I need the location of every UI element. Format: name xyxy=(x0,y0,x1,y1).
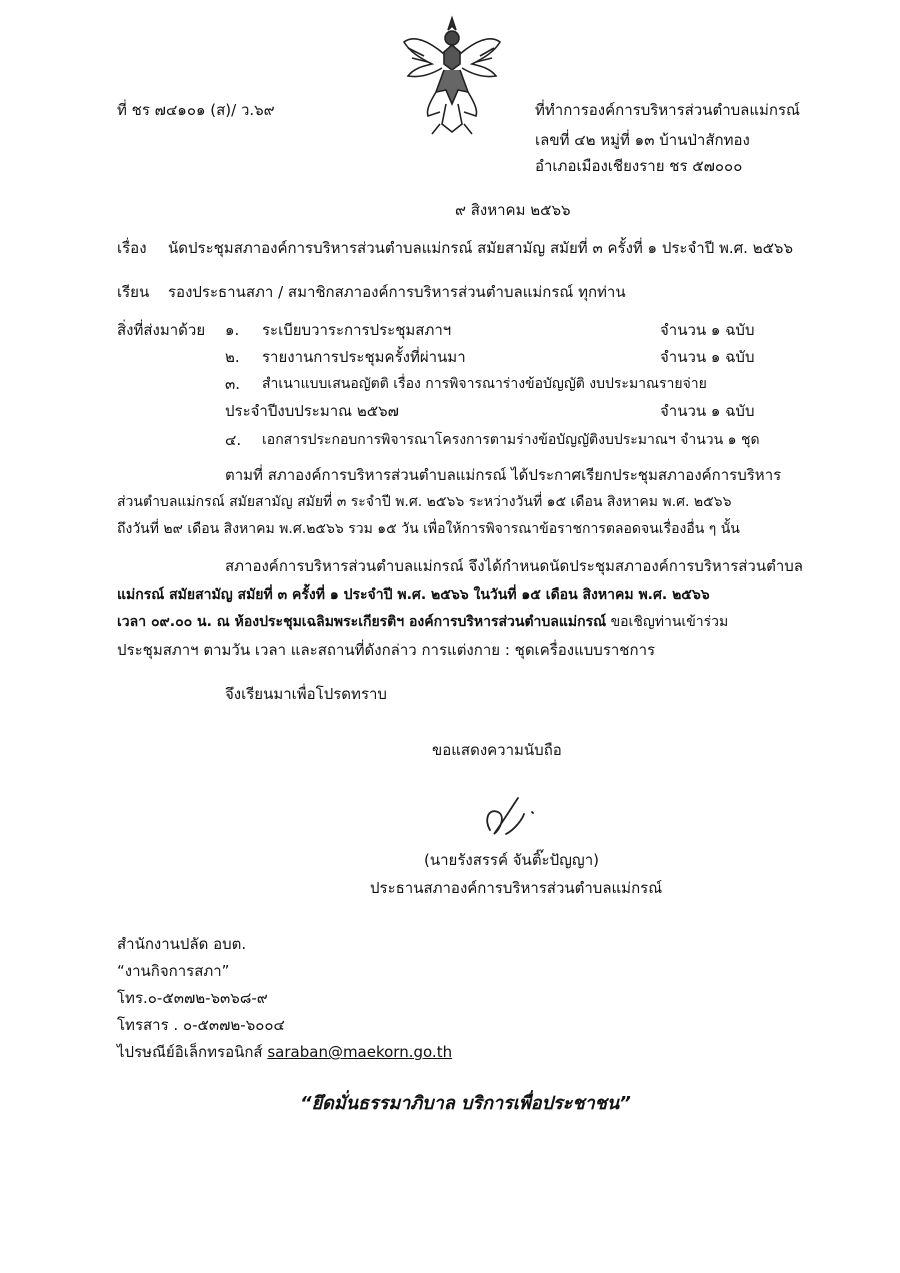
signer-name: (นายรังสรรค์ จันติ๊ะปัญญา) xyxy=(424,851,599,869)
enclosure-quantity: จำนวน ๑ ฉบับ xyxy=(660,348,755,366)
reference-number: ที่ ชร ๗๔๑๐๑ (ส)/ ว.๖๙ xyxy=(117,101,275,119)
body-paragraph1-line1: ตามที่ สภาองค์การบริหารส่วนตำบลแม่กรณ์ ได้ประกาศเรียกประชุมสภาองค์การบริหาร xyxy=(225,466,782,484)
footer-phone: โทร.๐-๕๓๗๒-๖๓๖๘-๙ xyxy=(117,989,268,1007)
enclosure-text: เอกสารประกอบการพิจารณาโครงการตามร่างข้อบัญญัติงบประมาณฯ จำนวน ๑ ชุด xyxy=(262,432,760,448)
closing-salutation: ขอแสดงความนับถือ xyxy=(432,741,562,759)
body-paragraph2-line2: แม่กรณ์ สมัยสามัญ สมัยที่ ๓ ครั้งที่ ๑ ประจำปี พ.ศ. ๒๕๖๖ ในวันที่ ๑๕ เดือน สิงหาคม พ.ศ. ๒๕๖๖ xyxy=(117,587,710,603)
recipient-label: เรียน xyxy=(117,283,150,301)
enclosure-text: ระเบียบวาระการประชุมสภาฯ xyxy=(262,321,452,339)
enclosure-quantity: จำนวน ๑ ฉบับ xyxy=(660,321,755,339)
signer-position: ประธานสภาองค์การบริหารส่วนตำบลแม่กรณ์ xyxy=(370,879,663,897)
footer-fax: โทรสาร . ๐-๕๓๗๒-๖๐๐๔ xyxy=(117,1016,285,1034)
letter-date: ๙ สิงหาคม ๒๕๖๖ xyxy=(455,201,571,219)
footer-email-label: ไปรษณีย์อิเล็กทรอนิกส์ xyxy=(117,1043,263,1061)
enclosure-number: ๔. xyxy=(225,431,242,449)
handwritten-signature-icon xyxy=(470,790,550,850)
footer-office: สำนักงานปลัด อบต. xyxy=(117,935,247,953)
footer-section: “งานกิจการสภา” xyxy=(117,962,230,980)
closing-request: จึงเรียนมาเพื่อโปรดทราบ xyxy=(225,685,387,703)
enclosure-text: สำเนาแบบเสนอญัตติ เรื่อง การพิจารณาร่างข้อบัญญัติ งบประมาณรายจ่าย xyxy=(262,376,707,392)
enclosure-number: ๑. xyxy=(225,321,240,339)
body-paragraph1-line3: ถึงวันที่ ๒๙ เดือน สิงหาคม พ.ศ.๒๕๖๖ รวม ๑๕ วัน เพื่อให้การพิจารณาข้อราชการตลอดจนเรื่องอื่น ๆ นั้น xyxy=(117,521,740,537)
meeting-venue: เวลา ๐๙.๐๐ น. ณ ห้องประชุมเฉลิมพระเกียรติฯ องค์การบริหารส่วนตำบลแม่กรณ์ xyxy=(117,614,607,630)
invitation-text: ขอเชิญท่านเข้าร่วม xyxy=(606,614,729,630)
enclosure-quantity: จำนวน ๑ ฉบับ xyxy=(660,402,755,420)
garuda-emblem-icon xyxy=(396,12,508,138)
enclosures-label: สิ่งที่ส่งมาด้วย xyxy=(117,321,206,339)
footer-email-link[interactable]: saraban@maekorn.go.th xyxy=(267,1043,453,1061)
enclosure-number: ๓. xyxy=(225,375,241,393)
enclosure-text-continued: ประจำปีงบประมาณ ๒๕๖๗ xyxy=(225,402,399,420)
office-address-line2: เลขที่ ๔๒ หมู่ที่ ๑๓ บ้านป่าสักทอง xyxy=(535,131,750,149)
body-paragraph2-line3 xyxy=(117,612,728,632)
enclosure-text: รายงานการประชุมครั้งที่ผ่านมา xyxy=(262,348,466,366)
body-paragraph2-line1: สภาองค์การบริหารส่วนตำบลแม่กรณ์ จึงได้กำหนดนัดประชุมสภาองค์การบริหารส่วนตำบล xyxy=(225,557,803,575)
enclosure-number: ๒. xyxy=(225,348,240,366)
organization-motto: “ยึดมั่นธรรมาภิบาล บริการเพื่อประชาชน” xyxy=(300,1093,631,1114)
body-paragraph2-line4: ประชุมสภาฯ ตามวัน เวลา และสถานที่ดังกล่าว การแต่งกาย : ชุดเครื่องแบบราชการ xyxy=(117,641,656,659)
body-paragraph1-line2: ส่วนตำบลแม่กรณ์ สมัยสามัญ สมัยที่ ๓ ระจำปี พ.ศ. ๒๕๖๖ ระหว่างวันที่ ๑๕ เดือน สิงหาคม พ.ศ. ๒๕๖๖ xyxy=(117,494,732,510)
office-address-line1: ที่ทำการองค์การบริหารส่วนตำบลแม่กรณ์ xyxy=(535,101,800,119)
subject-text: นัดประชุมสภาองค์การบริหารส่วนตำบลแม่กรณ์ สมัยสามัญ สมัยที่ ๓ ครั้งที่ ๑ ประจำปี พ.ศ. ๒๕๖๖ xyxy=(168,239,793,257)
footer-email-row xyxy=(117,1042,452,1062)
subject-label: เรื่อง xyxy=(117,239,147,257)
recipient-text: รองประธานสภา / สมาชิกสภาองค์การบริหารส่วนตำบลแม่กรณ์ ทุกท่าน xyxy=(168,283,626,301)
office-address-line3: อำเภอเมืองเชียงราย ชร ๕๗๐๐๐ xyxy=(535,157,743,175)
